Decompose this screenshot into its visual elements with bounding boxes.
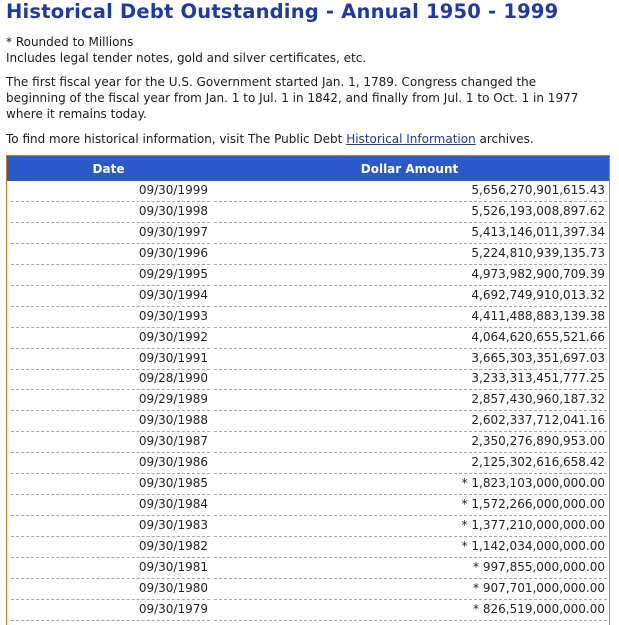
- dollar-amount-cell: 5,656,270,901,615.43: [214, 183, 607, 202]
- date-cell: 09/30/1994: [11, 288, 210, 307]
- table-row: [7, 181, 609, 202]
- date-cell: 09/30/1980: [11, 581, 210, 600]
- dollar-amount-cell: 2,350,276,890,953.00: [214, 434, 607, 453]
- table-row: [7, 369, 609, 390]
- dollar-amount-cell: * 1,377,210,000,000.00: [214, 518, 607, 537]
- dollar-amount-cell: * 1,572,266,000,000.00: [214, 497, 607, 516]
- dollar-amount-cell: 4,692,749,910,013.32: [214, 288, 607, 307]
- dollar-amount-cell: 5,224,810,939,135.73: [214, 246, 607, 265]
- more-info-prefix: To find more historical information, visit The Public Debt: [6, 132, 347, 146]
- date-cell: 09/30/1985: [11, 476, 210, 495]
- date-cell: 09/30/1993: [11, 309, 210, 328]
- includes-note: Includes legal tender notes, gold and silver certificates, etc.: [6, 51, 367, 65]
- table-row: [7, 537, 609, 558]
- fiscal-year-note: [6, 74, 578, 122]
- date-cell: 09/29/1989: [11, 392, 210, 411]
- dollar-amount-cell: 2,125,302,616,658.42: [214, 455, 607, 474]
- dollar-amount-cell: * 1,823,103,000,000.00: [214, 476, 607, 495]
- table-row: [7, 223, 609, 244]
- dollar-amount-cell: * 1,142,034,000,000.00: [214, 539, 607, 558]
- table-row: [7, 411, 609, 432]
- table-row: [7, 558, 609, 579]
- table-row: [7, 244, 609, 265]
- dollar-amount-cell: 4,064,620,655,521.66: [214, 330, 607, 349]
- date-cell: 09/30/1982: [11, 539, 210, 558]
- page-title: Historical Debt Outstanding - Annual 1950 - 1999: [6, 0, 559, 23]
- dollar-amount-cell: * 907,701,000,000.00: [214, 581, 607, 600]
- dollar-amount-cell: 4,973,982,900,709.39: [214, 267, 607, 286]
- table-row: [7, 579, 609, 600]
- dollar-amount-cell: 4,411,488,883,139.38: [214, 309, 607, 328]
- date-cell: 09/30/1981: [11, 560, 210, 579]
- table-header: [7, 156, 609, 181]
- date-cell: 09/30/1999: [11, 183, 210, 202]
- date-cell: 09/30/1998: [11, 204, 210, 223]
- date-cell: 09/30/1988: [11, 413, 210, 432]
- table-row: [7, 307, 609, 328]
- table-row: [7, 600, 609, 621]
- dollar-amount-cell: 3,233,313,451,777.25: [214, 371, 607, 390]
- date-cell: 09/30/1997: [11, 225, 210, 244]
- date-cell: 09/30/1984: [11, 497, 210, 516]
- date-cell: 09/30/1983: [11, 518, 210, 537]
- header-date[interactable]: Date: [92, 162, 125, 176]
- table-row: [7, 474, 609, 495]
- debt-table: [6, 155, 610, 625]
- date-cell: 09/30/1991: [11, 351, 210, 370]
- table-row: [7, 390, 609, 411]
- table-row: [7, 265, 609, 286]
- dollar-amount-cell: * 997,855,000,000.00: [214, 560, 607, 579]
- date-cell: 09/30/1986: [11, 455, 210, 474]
- table-row: [7, 453, 609, 474]
- date-cell: 09/28/1990: [11, 371, 210, 390]
- dollar-amount-cell: * 826,519,000,000.00: [214, 602, 607, 621]
- table-body: [7, 181, 609, 621]
- fiscal-note-line-1: The first fiscal year for the U.S. Government started Jan. 1, 1789. Congress changed the: [6, 75, 537, 89]
- table-row: [7, 349, 609, 370]
- dollar-amount-cell: 2,602,337,712,041.16: [214, 413, 607, 432]
- date-cell: 09/30/1996: [11, 246, 210, 265]
- date-cell: 09/29/1995: [11, 267, 210, 286]
- table-row: [7, 432, 609, 453]
- header-dollar-amount[interactable]: Dollar Amount: [360, 162, 459, 176]
- date-cell: 09/30/1987: [11, 434, 210, 453]
- notes-block: [6, 34, 366, 66]
- date-cell: 09/30/1979: [11, 602, 210, 621]
- fiscal-note-line-3: where it remains today.: [6, 107, 147, 121]
- more-info-suffix: archives.: [475, 132, 534, 146]
- table-row: [7, 202, 609, 223]
- dollar-amount-cell: 3,665,303,351,697.03: [214, 351, 607, 370]
- date-cell: 09/30/1992: [11, 330, 210, 349]
- more-info-note: [6, 131, 534, 147]
- dollar-amount-cell: 5,526,193,008,897.62: [214, 204, 607, 223]
- table-row: [7, 516, 609, 537]
- dollar-amount-cell: 5,413,146,011,397.34: [214, 225, 607, 244]
- table-row: [7, 328, 609, 349]
- table-row: [7, 286, 609, 307]
- historical-information-link[interactable]: Historical Information: [346, 132, 476, 146]
- fiscal-note-line-2: beginning of the fiscal year from Jan. 1 to Jul. 1 in 1842, and finally from Jul. 1 to Oct. 1 in 1977: [6, 91, 579, 105]
- dollar-amount-cell: 2,857,430,960,187.32: [214, 392, 607, 411]
- rounding-note: * Rounded to Millions: [6, 35, 134, 49]
- table-row: [7, 495, 609, 516]
